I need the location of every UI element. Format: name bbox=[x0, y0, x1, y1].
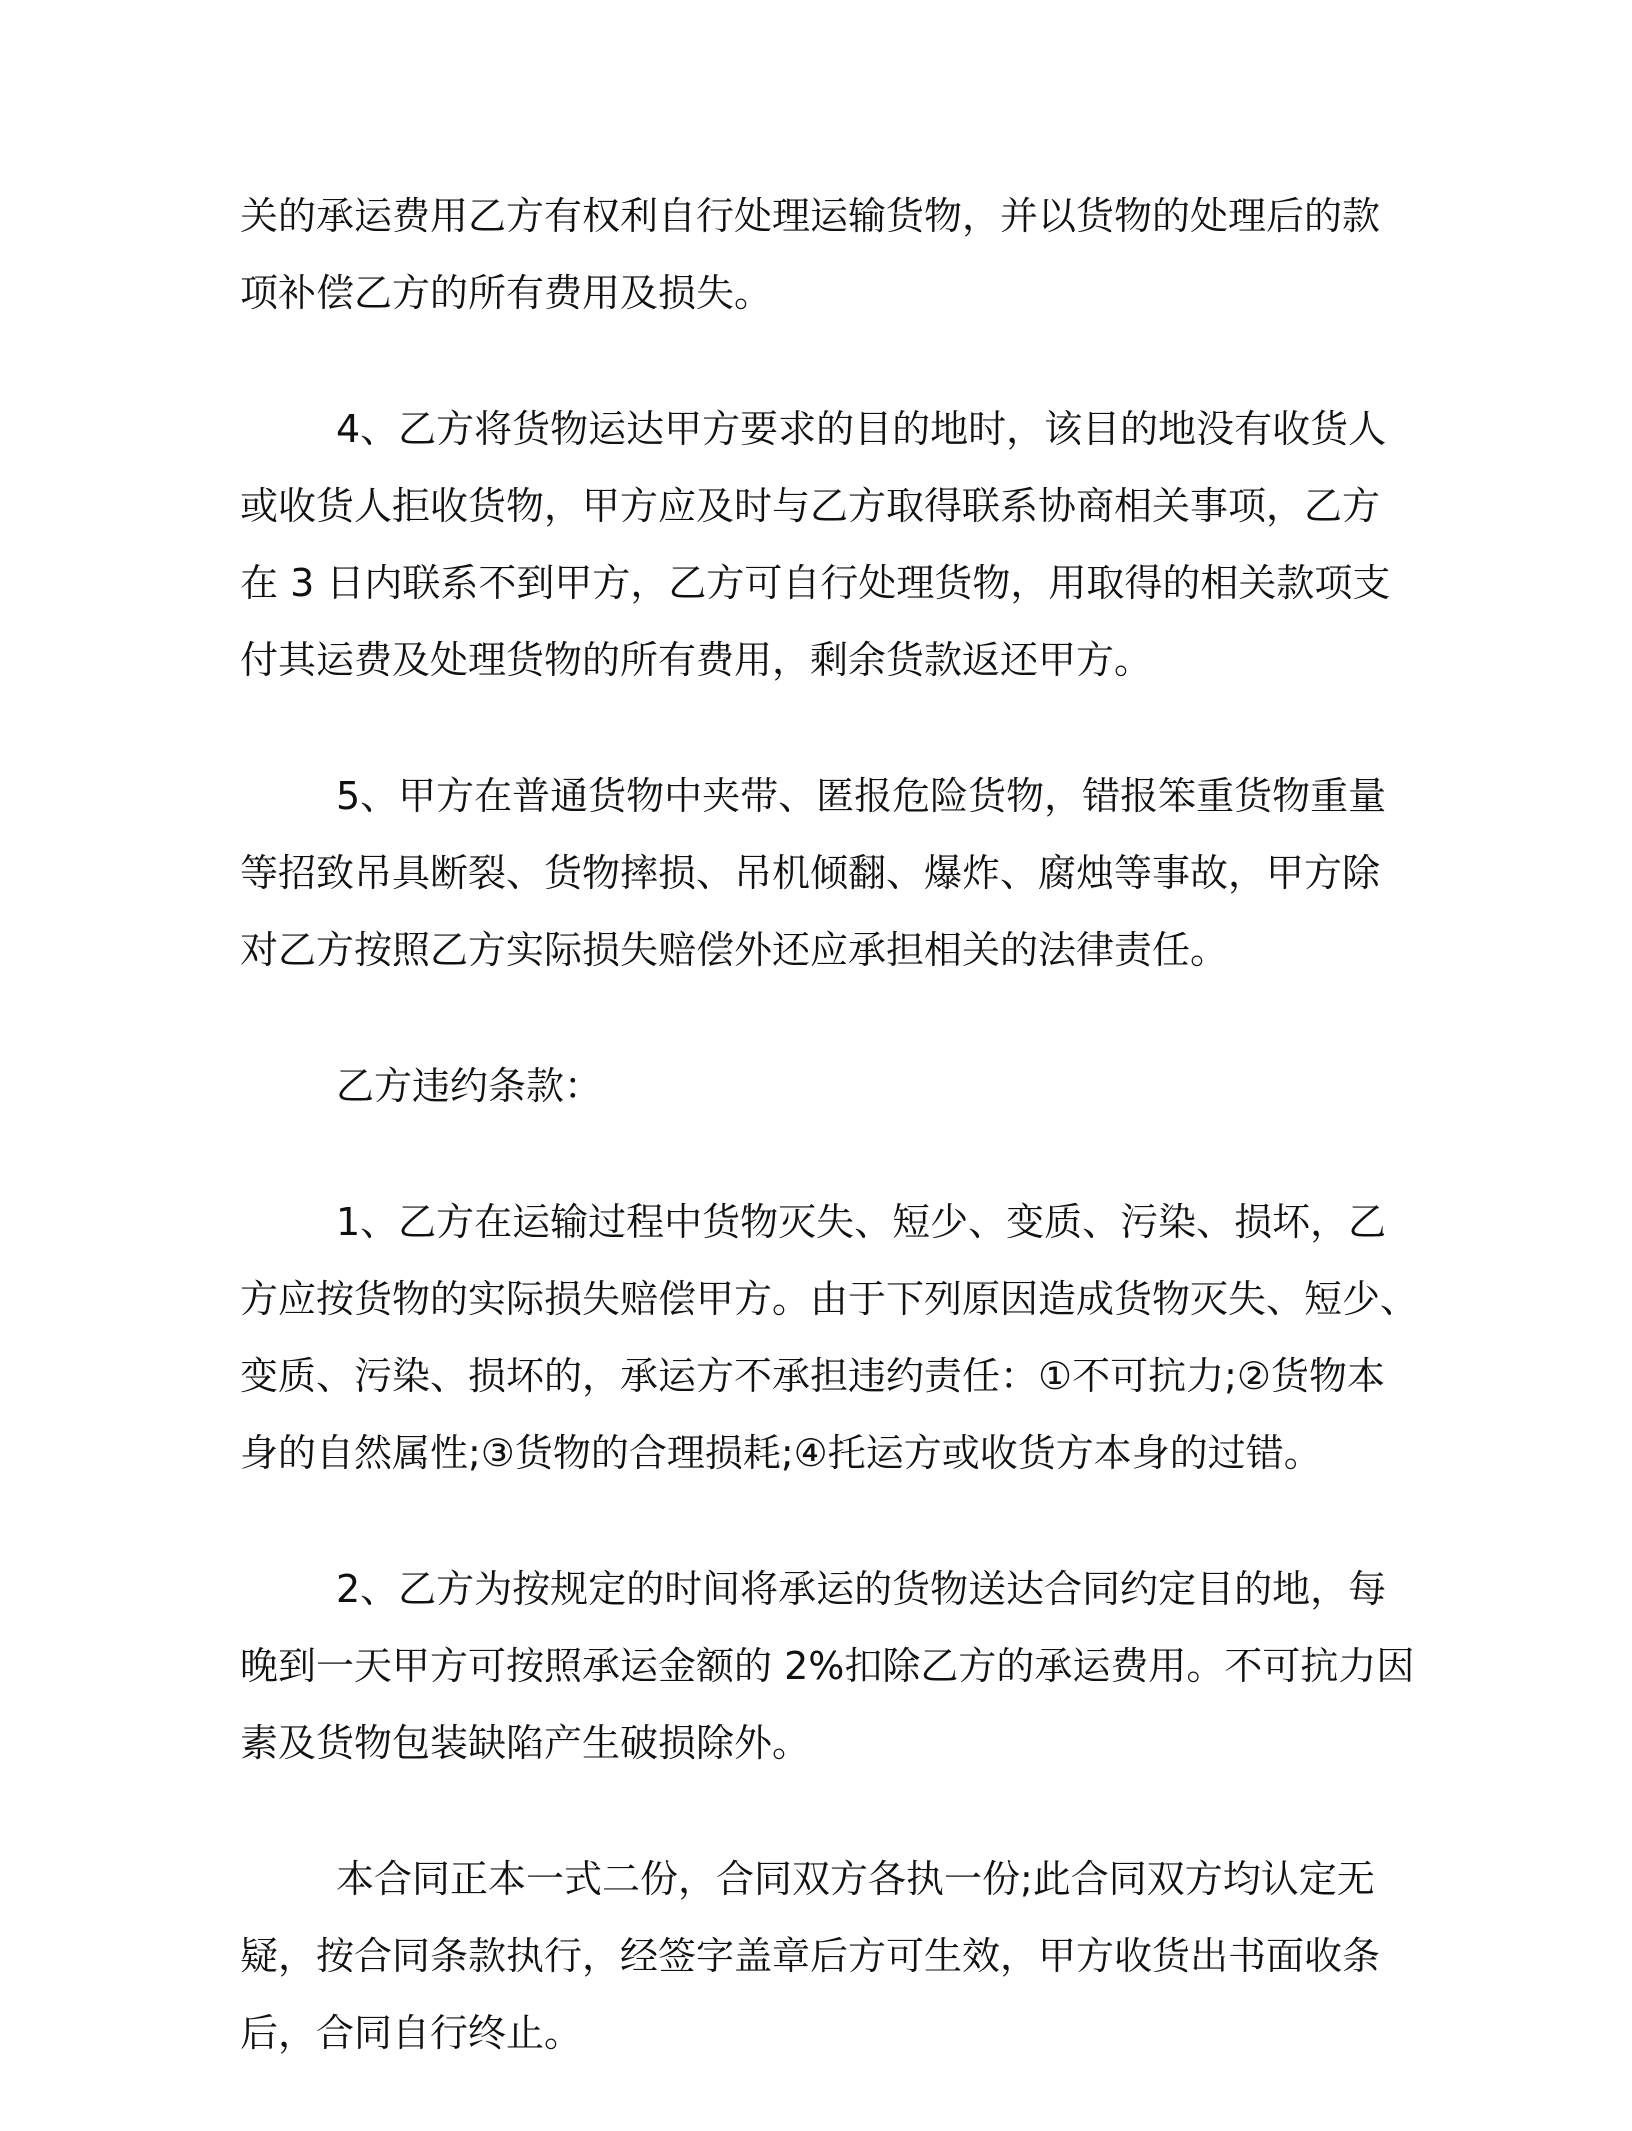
paragraph-line: 身的自然属性;③货物的合理损耗;④托运方或收货方本身的过错。 bbox=[240, 1431, 1322, 1475]
paragraph-line: 本合同正本一式二份，合同双方各执一份;此合同双方均认定无 bbox=[336, 1857, 1375, 1901]
section-heading-text: 乙方违约条款： bbox=[336, 1064, 603, 1108]
paragraph-line: 关的承运费用乙方有权利自行处理运输货物，并以货物的处理后的款 bbox=[240, 194, 1381, 238]
section-heading bbox=[240, 1048, 1400, 1125]
paragraph-line: 变质、污染、损坏的，承运方不承担违约责任：①不可抗力;②货物本 bbox=[240, 1354, 1385, 1398]
paragraph-line: 后，合同自行终止。 bbox=[240, 2011, 583, 2055]
paragraph-line: 方应按货物的实际损失赔偿甲方。由于下列原因造成货物灭失、短少、 bbox=[240, 1277, 1419, 1321]
document-body bbox=[240, 178, 1419, 2131]
paragraph-line: 晚到一天甲方可按照承运金额的 2%扣除乙方的承运费用。不可抗力因 bbox=[240, 1644, 1415, 1688]
paragraph-line: 1、乙方在运输过程中货物灭失、短少、变质、污染、损坏，乙 bbox=[336, 1200, 1387, 1244]
paragraph-line: 2、乙方为按规定的时间将承运的货物送达合同约定目的地，每 bbox=[336, 1567, 1387, 1611]
paragraph-breach-1 bbox=[240, 1184, 1419, 1492]
paragraph-line: 付其运费及处理货物的所有费用，剩余货款返还甲方。 bbox=[240, 638, 1153, 682]
paragraph-line: 或收货人拒收货物，甲方应及时与乙方取得联系协商相关事项，乙方 bbox=[240, 484, 1381, 528]
paragraph-clause-4 bbox=[240, 391, 1400, 699]
paragraph-line: 5、甲方在普通货物中夹带、匿报危险货物，错报笨重货物重量 bbox=[336, 774, 1387, 818]
paragraph-clause-5 bbox=[240, 758, 1400, 989]
paragraph-continuation bbox=[240, 178, 1400, 332]
paragraph-line: 在 3 日内联系不到甲方，乙方可自行处理货物，用取得的相关款项支 bbox=[240, 561, 1391, 605]
paragraph-line: 疑，按合同条款执行，经签字盖章后方可生效，甲方收货出书面收条 bbox=[240, 1934, 1381, 1978]
paragraph-closing bbox=[240, 1841, 1400, 2072]
paragraph-line: 4、乙方将货物运达甲方要求的目的地时，该目的地没有收货人 bbox=[336, 407, 1387, 451]
paragraph-line: 素及货物包装缺陷产生破损除外。 bbox=[240, 1721, 811, 1765]
paragraph-line: 等招致吊具断裂、货物摔损、吊机倾翻、爆炸、腐烛等事故，甲方除 bbox=[240, 851, 1381, 895]
paragraph-line: 项补偿乙方的所有费用及损失。 bbox=[240, 271, 773, 315]
paragraph-line: 对乙方按照乙方实际损失赔偿外还应承担相关的法律责任。 bbox=[240, 928, 1229, 972]
paragraph-breach-2 bbox=[240, 1551, 1415, 1782]
